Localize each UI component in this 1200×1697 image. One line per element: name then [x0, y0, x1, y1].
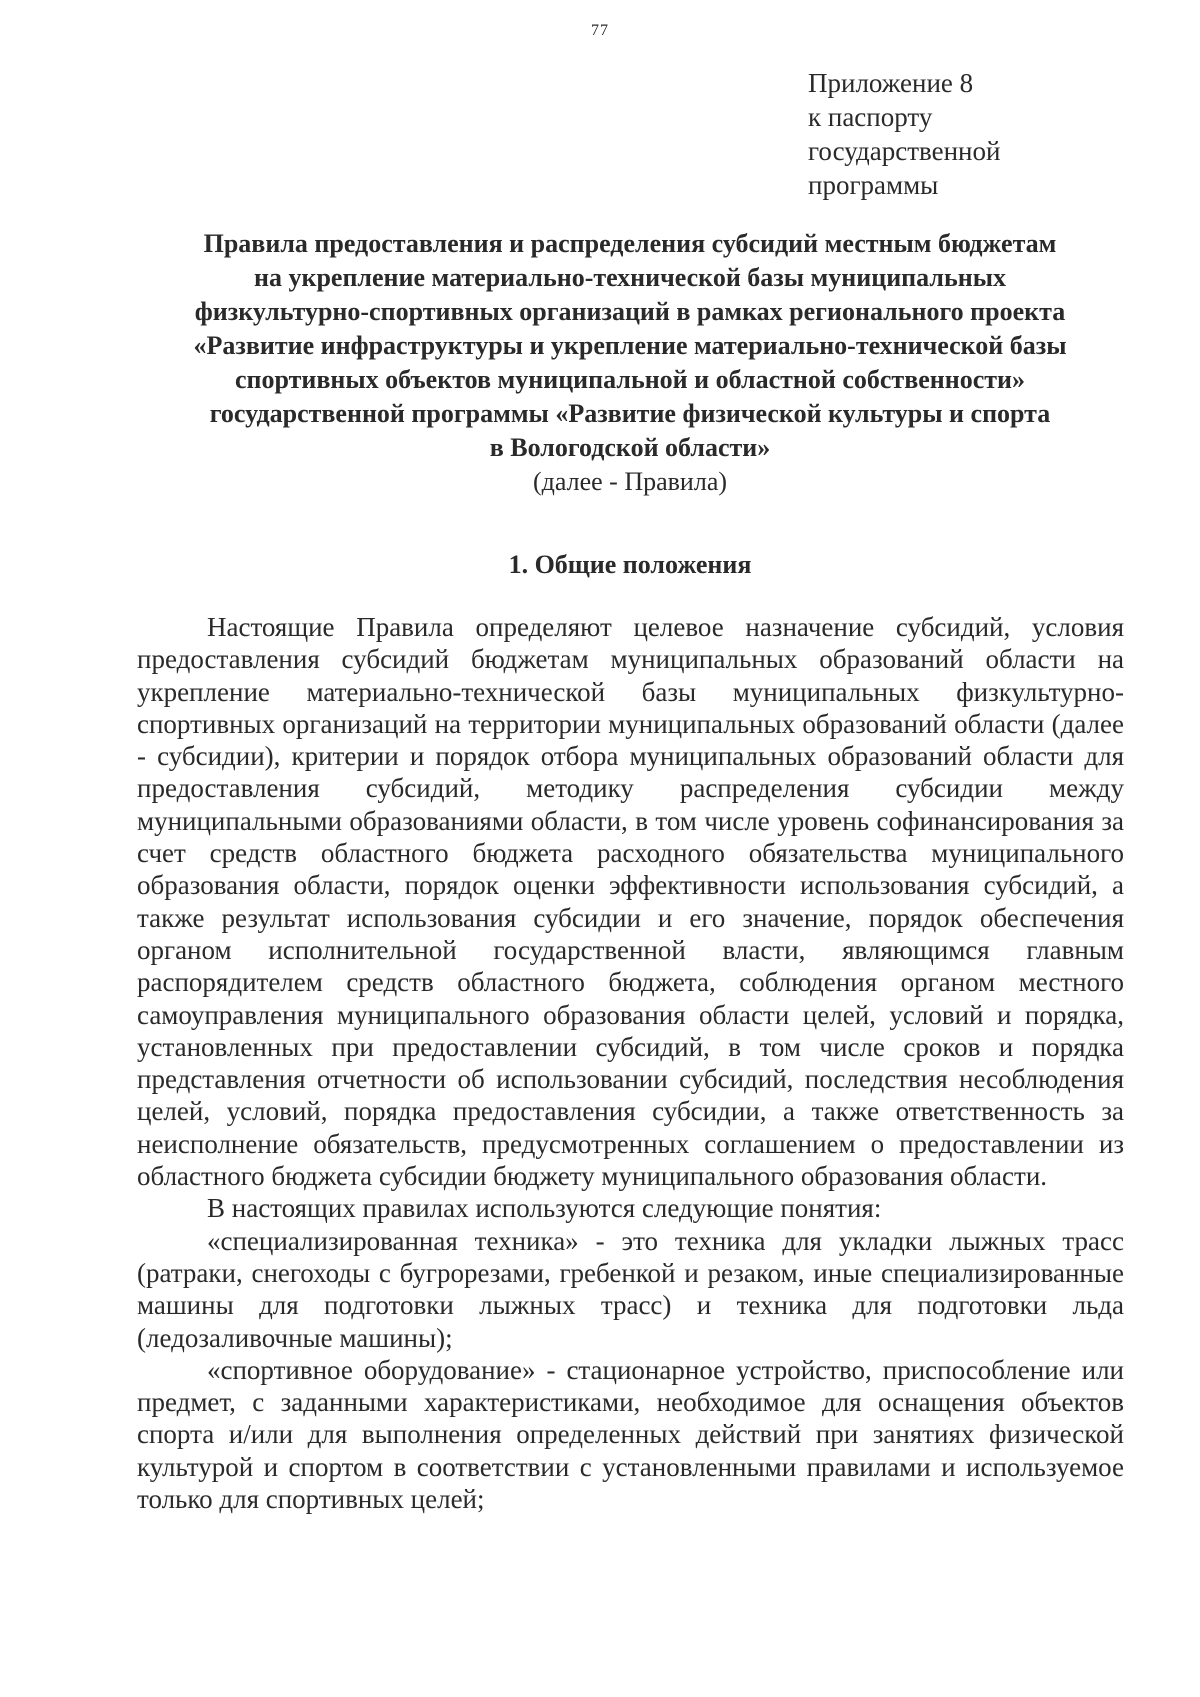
title-line: спортивных объектов муниципальной и областной собственности»: [234, 365, 1026, 394]
title-line: «Развитие инфраструктуры и укрепление материально-технической базы: [193, 331, 1067, 360]
title-line: на укрепление материально-технической базы муниципальных: [253, 263, 1007, 292]
body-paragraph: «спортивное оборудование» - стационарное устройство, приспособление или предмет, с заданными характеристиками, необходимое для оснащения объектов спорта и/или для выполнения определенных действий при занятиях физической культурой и спортом в соответствии с установленными правилами и используемое только для спортивных целей;: [137, 1354, 1124, 1515]
title-line: Правила предоставления и распределения субсидий местным бюджетам: [203, 229, 1057, 258]
document-title: [100, 227, 1160, 499]
appendix-line: к паспорту: [808, 102, 933, 132]
page-number: 77: [591, 22, 609, 39]
body-paragraph: В настоящих правилах используются следующие понятия:: [207, 1193, 882, 1224]
section-heading: 1. Общие положения: [508, 550, 752, 579]
body-paragraph: «специализированная техника» - это техника для укладки лыжных трасс (ратраки, снегоходы с бугрорезами, гребенкой и резаком, иные специализированные машины для подготовки лыжных трасс) и техника для подготовки льда (ледозаливочные машины);: [137, 1225, 1124, 1353]
body-paragraph: Настоящие Правила определяют целевое назначение субсидий, условия предоставления субсидий бюджетам муниципальных образований области на укрепление материально-технической базы муниципальных физкультурно-спортивных организаций на территории муниципальных образований области (далее - субсидии), критерии и порядок отбора муниципальных образований области для предоставления субсидий, методику распределения субсидии между муниципальными образованиями области, в том числе уровень софинансирования за счет средств областного бюджета расходного обязательства муниципального образования области, порядок оценки эффективности использования субсидий, а также результат использования субсидии и его значение, порядок обеспечения органом исполнительной государственной власти, являющимся главным распорядителем средств областного бюджета, соблюдения органом местного самоуправления муниципального образования области целей, условий и порядка, установленных при предоставлении субсидий, в том числе сроков и порядка представления отчетности об использовании субсидий, последствия несоблюдения целей, условий, порядка предоставления субсидии, а также ответственность за неисполнение обязательств, предусмотренных соглашением о предоставлении из областного бюджета субсидии бюджету муниципального образования области.: [137, 612, 1124, 1192]
appendix-line: государственной: [808, 136, 1001, 166]
appendix-line: Приложение 8: [808, 68, 974, 98]
appendix-line: программы: [808, 170, 939, 200]
title-line: физкультурно-спортивных организаций в рамках регионального проекта: [194, 297, 1066, 326]
title-line: государственной программы «Развитие физической культуры и спорта: [209, 399, 1051, 428]
section-body: [137, 611, 1124, 1515]
appendix-label: [808, 66, 1000, 202]
title-note: (далее - Правила): [532, 467, 728, 496]
title-line: в Вологодской области»: [489, 433, 771, 462]
